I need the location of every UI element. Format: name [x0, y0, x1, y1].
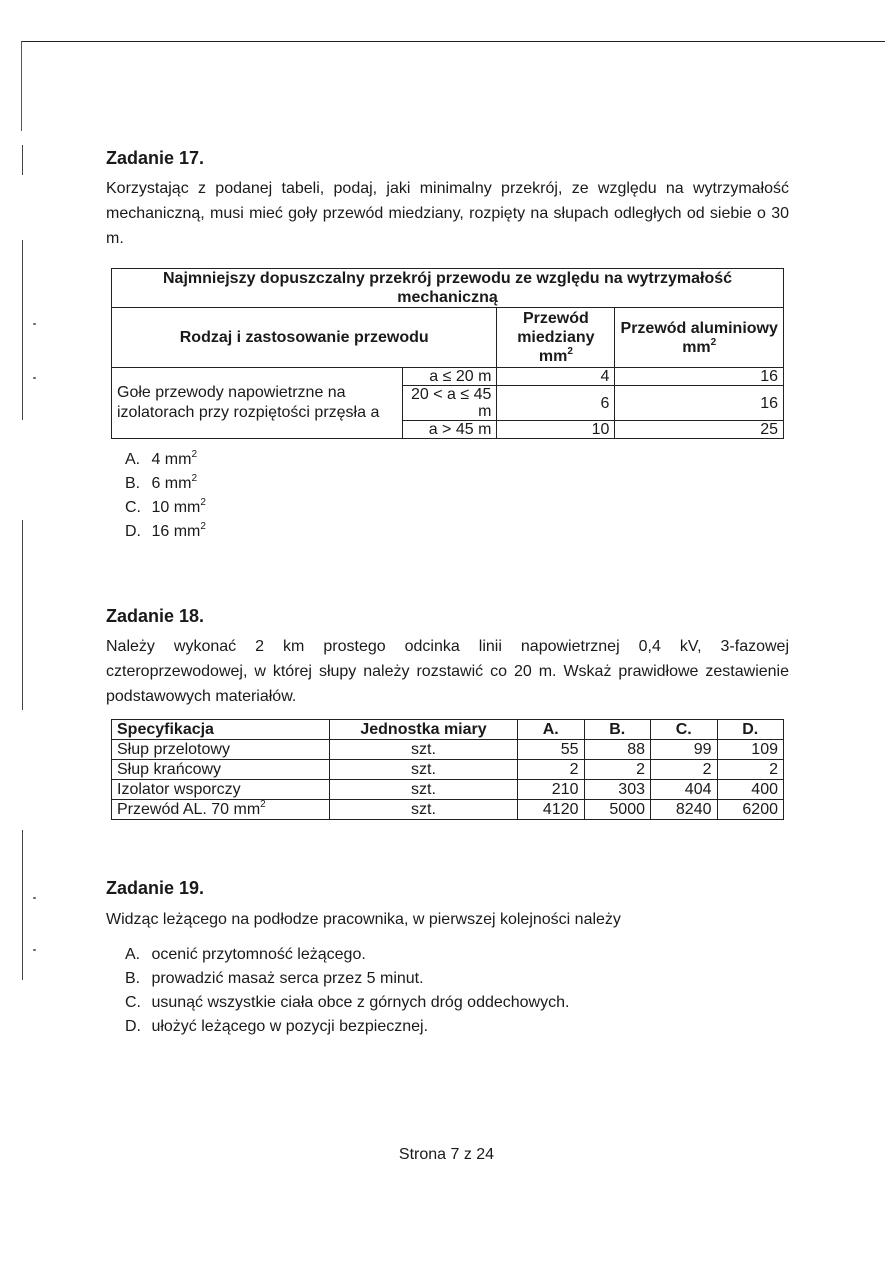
col-header-type: Rodzaj i zastosowanie przewodu — [112, 308, 497, 368]
col-header-unit: Jednostka miary — [330, 720, 518, 740]
scan-mark — [22, 145, 23, 175]
task19-title: Zadanie 19. — [106, 878, 205, 898]
spec-cell: Przewód AL. 70 $mm^2$ — [112, 800, 330, 820]
answer-option-b[interactable]: B. prowadzić masaż serca przez 5 minut. — [125, 970, 424, 987]
page-number: Strona 7 z 24 — [398, 1146, 495, 1163]
task17-options — [125, 448, 206, 544]
col-header-d: D. — [717, 720, 784, 740]
top-rule — [21, 41, 885, 42]
value-a: 55 — [518, 740, 585, 760]
al-value: 25 — [615, 421, 784, 439]
scan-dot — [33, 377, 36, 379]
scan-mark — [22, 520, 23, 710]
table-header-row — [112, 720, 784, 740]
answer-option-c[interactable]: C. usunąć wszystkie ciała obce z górnych dróg oddechowych. — [125, 994, 570, 1011]
value-b: 2 — [584, 760, 651, 780]
col-header-c: C. — [651, 720, 718, 740]
scan-mark — [22, 830, 23, 980]
span-range: 20 < a ≤ 45 m — [403, 386, 497, 421]
answer-option-b[interactable]: B. 6 $mm^2$ — [125, 473, 198, 492]
value-d: 400 — [717, 780, 784, 800]
value-a: 2 — [518, 760, 585, 780]
table-caption: Najmniejszy dopuszczalny przekrój przewodu ze względu na wytrzymałość mechaniczną — [112, 269, 784, 308]
value-a: 4120 — [518, 800, 585, 820]
scan-dot — [33, 323, 36, 325]
scan-dot — [33, 897, 36, 899]
value-d: 6200 — [717, 800, 784, 820]
span-range: a > 45 m — [403, 421, 497, 439]
answer-option-c[interactable]: C. 10 $mm^2$ — [125, 497, 206, 516]
unit-cell: szt. — [330, 740, 518, 760]
col-header-spec: Specyfikacja — [112, 720, 330, 740]
scan-dot — [33, 949, 36, 951]
answer-option-d[interactable]: D. 16 $mm^2$ — [125, 521, 206, 540]
col-header-al: Przewód aluminiowy $mm^2$ — [615, 308, 784, 368]
task18-text: Należy wykonać 2 km prostego odcinka linii napowietrznej 0,4 kV, 3-fazowej czteroprzewodowej, w której słupy należy rozstawić co 20 m. Wskaż prawidłowe zestawienie podstawowych materiałów. — [106, 638, 789, 705]
cross-section-table — [111, 268, 784, 439]
row-description: Gołe przewody napowietrzne na izolatorach przy rozpiętości przęsła a — [112, 368, 403, 439]
task17-text: Korzystając z podanej tabeli, podaj, jaki minimalny przekrój, ze względu na wytrzymałość mechaniczną, musi mieć goły przewód miedziany, rozpięty na słupach odległych od siebie o 30 m. — [106, 180, 789, 247]
table-row — [112, 780, 784, 800]
cu-value: 10 — [497, 421, 615, 439]
table-row — [112, 760, 784, 780]
spec-cell: Słup krańcowy — [112, 760, 330, 780]
value-b: 303 — [584, 780, 651, 800]
value-d: 2 — [717, 760, 784, 780]
answer-option-d[interactable]: D. ułożyć leżącego w pozycji bezpiecznej. — [125, 1018, 429, 1035]
unit-cell: szt. — [330, 760, 518, 780]
task19-text: Widząc leżącego na podłodze pracownika, w pierwszej kolejności należy — [106, 911, 621, 928]
value-c: 404 — [651, 780, 718, 800]
al-value: 16 — [615, 368, 784, 386]
task18-title: Zadanie 18. — [106, 606, 205, 626]
answer-option-a[interactable]: A. ocenić przytomność leżącego. — [125, 946, 366, 963]
spec-cell: Słup przelotowy — [112, 740, 330, 760]
scan-mark — [22, 240, 23, 420]
col-header-b: B. — [584, 720, 651, 740]
value-d: 109 — [717, 740, 784, 760]
value-c: 99 — [651, 740, 718, 760]
cu-value: 6 — [497, 386, 615, 421]
col-header-a: A. — [518, 720, 585, 740]
value-b: 5000 — [584, 800, 651, 820]
task19-options — [125, 943, 569, 1039]
materials-table — [111, 719, 784, 820]
table-row — [112, 740, 784, 760]
value-c: 2 — [651, 760, 718, 780]
spec-cell: Izolator wsporczy — [112, 780, 330, 800]
value-c: 8240 — [651, 800, 718, 820]
table-row — [112, 800, 784, 820]
left-rule — [21, 41, 22, 131]
span-range: a ≤ 20 m — [403, 368, 497, 386]
table-row — [112, 368, 784, 386]
col-header-cu: Przewód miedziany $mm^2$ — [497, 308, 615, 368]
answer-option-a[interactable]: A. 4 $mm^2$ — [125, 449, 198, 468]
value-a: 210 — [518, 780, 585, 800]
unit-cell: szt. — [330, 800, 518, 820]
cu-value: 4 — [497, 368, 615, 386]
value-b: 88 — [584, 740, 651, 760]
task17-title: Zadanie 17. — [106, 148, 205, 168]
al-value: 16 — [615, 386, 784, 421]
unit-cell: szt. — [330, 780, 518, 800]
